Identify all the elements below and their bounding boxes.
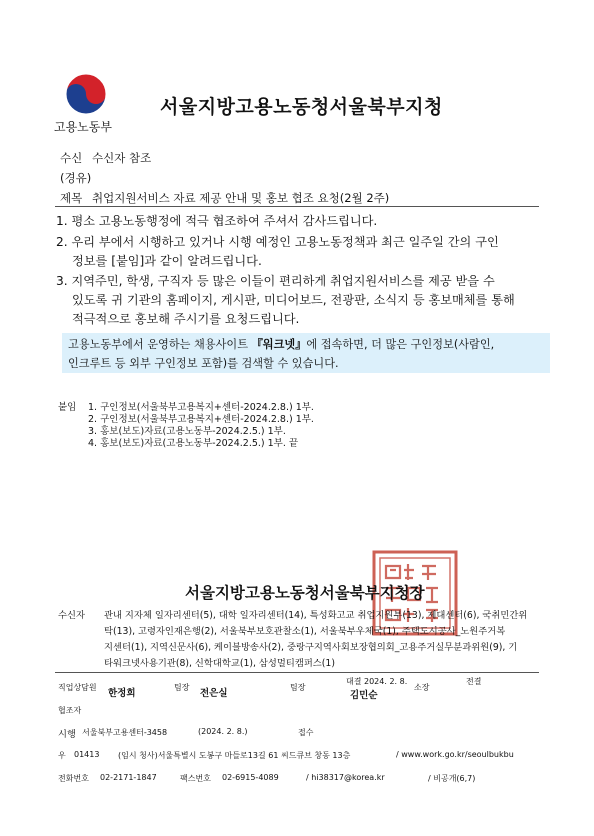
approval-final: 전결 xyxy=(466,677,482,686)
worknet-notice-prefix: 고용노동부에서 운영하는 채용사이트 xyxy=(68,338,252,351)
postcode: 01413 xyxy=(74,750,100,759)
approval-role-1: 직업상담원 xyxy=(58,683,97,692)
recipient-label: 수신 xyxy=(60,151,83,165)
recipients-line-2: 탁(13), 고령자인재은행(2), 서울북부보호관찰소(1), 서울북부우체국(1), 주택도시공사_노원주거복 xyxy=(104,626,506,637)
approval-role-4: 소장 xyxy=(414,683,430,692)
postcode-label: 우 xyxy=(58,751,66,760)
worknet-notice-suffix: 에 접속하면, 더 많은 구인정보(사람인, xyxy=(306,338,495,351)
recipients-line-4: 타워크넷사용기관(8), 신학대학교(1), 삼성멀티캠퍼스(1) xyxy=(104,658,335,669)
phone-number: 02-2171-1847 xyxy=(100,773,157,782)
attachment-item: 3. 홍보(보도)자료(고용노동부-2024.2.5.) 1부. xyxy=(88,426,286,437)
recipients-line-3: 지센터(1), 지역신문사(6), 케이블방송사(2), 중랑구지역사회보장협의회_고용주거실무분과위원(9), 기 xyxy=(104,642,518,653)
address: (임시 청사)서울특별시 도봉구 마들로13길 61 씨드큐브 창동 13층 xyxy=(118,751,351,760)
attachments-label: 붙임 xyxy=(58,402,77,413)
approval-date: 대결 2024. 2. 8. xyxy=(346,677,408,686)
approval-name-3: 김민순 xyxy=(350,690,378,701)
website-link[interactable]: / www.work.go.kr/seoulbukbu xyxy=(396,750,514,759)
subject-label: 제목 xyxy=(60,191,83,205)
attachment-item: 1. 구인정보(서울북부고용복지+센터-2024.2.8.) 1부. xyxy=(88,402,314,413)
attachment-item: 4. 홍보(보도)자료(고용노동부-2024.2.5.) 1부. 끝 xyxy=(88,438,299,449)
paragraph-2-line-1: 2. 우리 부에서 시행하고 있거나 시행 예정인 고용노동정책과 최근 일주일 간의 구인 xyxy=(56,235,499,249)
subject-divider xyxy=(55,206,539,207)
cooperator-label: 협조자 xyxy=(58,706,82,715)
approval-name-1: 한정희 xyxy=(108,688,136,699)
taeguk-emblem-icon xyxy=(64,72,108,116)
paragraph-1: 1. 평소 고용노동행정에 적극 협조하여 주셔서 감사드립니다. xyxy=(56,214,378,228)
recipients-label: 수신자 xyxy=(58,610,85,621)
approval-role-2: 팀장 xyxy=(174,683,190,692)
approval-name-2: 전은실 xyxy=(200,688,228,699)
fax-label: 팩스번호 xyxy=(180,774,211,783)
enforce-label: 시행 xyxy=(58,729,76,740)
paragraph-2-line-2: 정보를 [붙임]과 같이 알려드립니다. xyxy=(72,254,262,268)
approval-role-3: 팀장 xyxy=(290,683,306,692)
paragraph-3-line-1: 3. 지역주민, 학생, 구직자 등 많은 이들이 편리하게 취업지원서비스를 제공 받을 수 xyxy=(56,274,495,288)
ministry-name: 고용노동부 xyxy=(54,120,112,134)
attachment-item: 2. 구인정보(서울북부고용복지+센터-2024.2.8.) 1부. xyxy=(88,414,314,425)
recipient-value: 수신자 참조 xyxy=(92,151,152,165)
email-address[interactable]: / hi38317@korea.kr xyxy=(306,773,385,782)
fax-number: 02-6915-4089 xyxy=(222,773,279,782)
worknet-site-name: 『워크넷』 xyxy=(251,338,307,351)
paragraph-3-line-3: 적극적으로 홍보해 주시기를 요청드립니다. xyxy=(72,312,300,326)
recipients-line-1: 관내 지자체 일자리센터(5), 대학 일자리센터(14), 특성화고교 취업지원부(13), 제대센터(6), 국취민간위 xyxy=(104,610,528,621)
worknet-notice-line-2: 인크루트 등 외부 구인정보 포함)를 검색할 수 있습니다. xyxy=(68,357,339,370)
disclosure-status: / 비공개(6,7) xyxy=(428,774,476,783)
enforce-date: (2024. 2. 8.) xyxy=(198,727,248,736)
subject-value: 취업지원서비스 자료 제공 안내 및 홍보 협조 요청(2월 2주) xyxy=(92,191,390,205)
paragraph-3-line-2: 있도록 귀 기관의 홈페이지, 게시판, 미디어보드, 전광판, 소식지 등 홍보매체를 통해 xyxy=(72,293,515,307)
enforce-number: 서울북부고용센터-3458 xyxy=(82,728,168,737)
worknet-notice-line-1 xyxy=(68,336,494,352)
phone-label: 전화번호 xyxy=(58,774,89,783)
via-label: (경유) xyxy=(60,171,92,185)
recipients-divider xyxy=(55,672,539,673)
issuer-title: 서울지방고용노동청서울북부지청장 xyxy=(185,584,425,602)
receipt-label: 접수 xyxy=(298,728,314,737)
page-title: 서울지방고용노동청서울북부지청 xyxy=(160,96,443,118)
